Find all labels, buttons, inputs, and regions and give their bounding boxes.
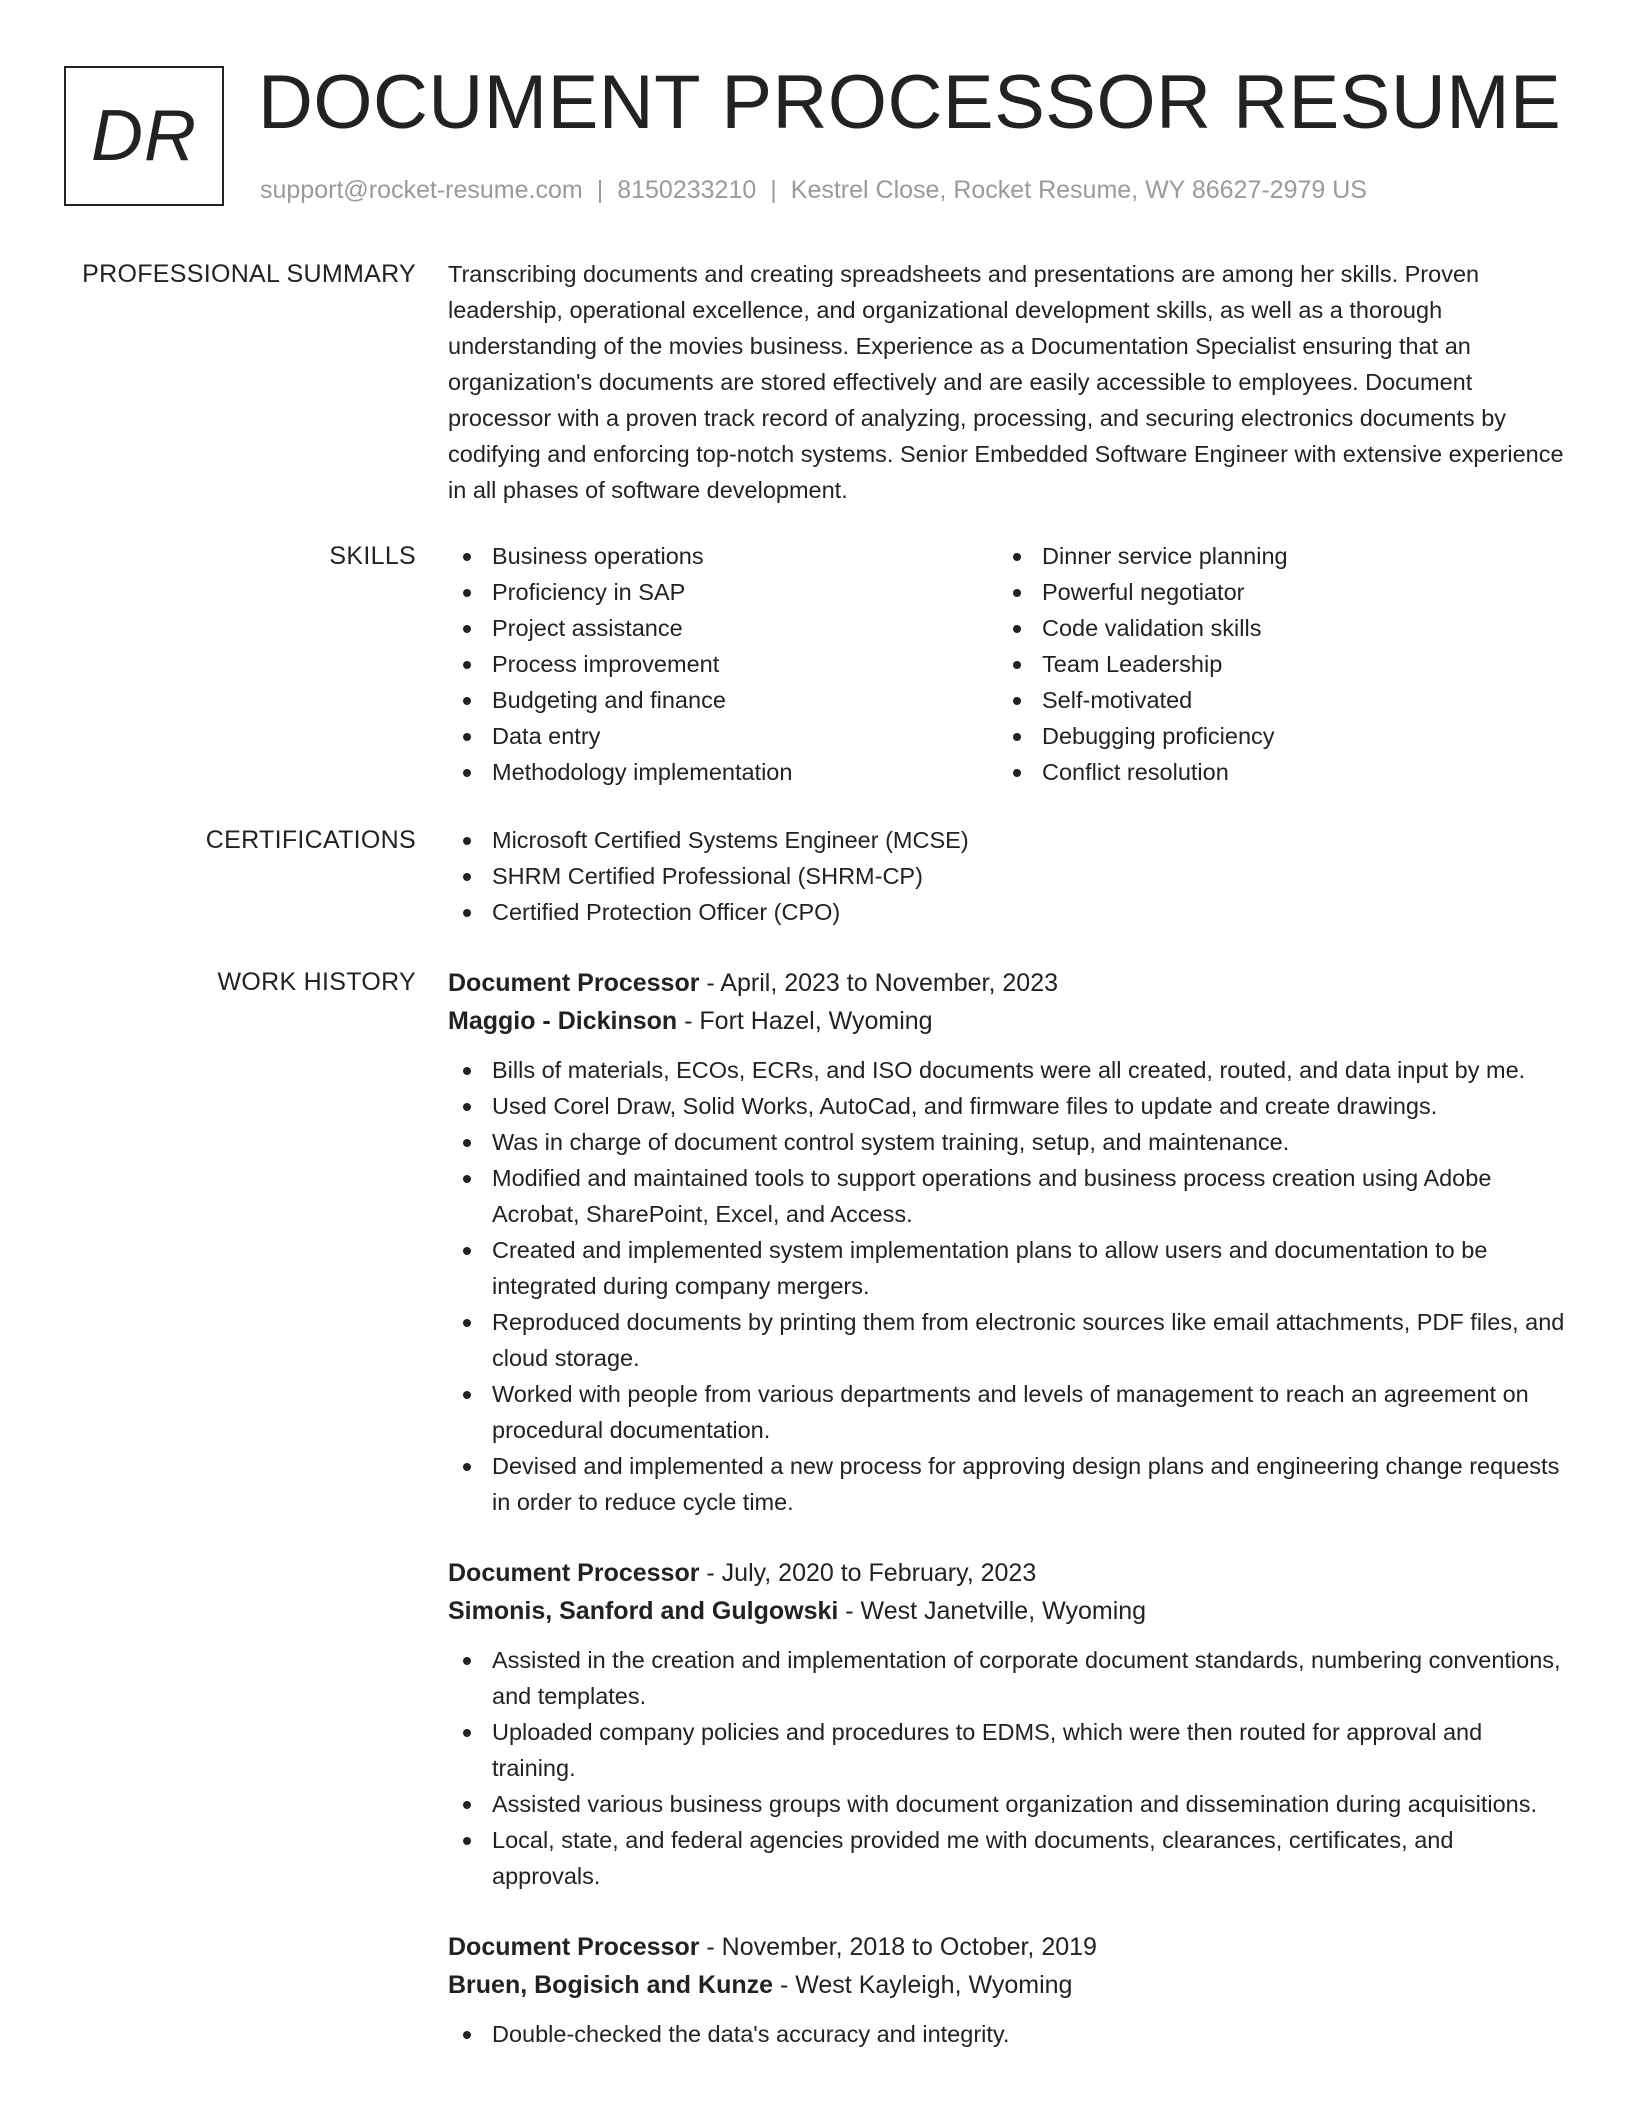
- job-dates: - July, 2020 to February, 2023: [699, 1559, 1037, 1587]
- job-title: Document Processor: [448, 1933, 700, 1961]
- skills-list-left: [448, 538, 998, 790]
- certification-item: Microsoft Certified Systems Engineer (MCSE): [448, 822, 1568, 858]
- skill-item: Project assistance: [448, 610, 998, 646]
- certification-item: Certified Protection Officer (CPO): [448, 894, 1568, 930]
- skill-item: Powerful negotiator: [998, 574, 1548, 610]
- job-bullets: [448, 1642, 1568, 1894]
- job-title-line: [448, 1554, 1568, 1592]
- skill-item: Proficiency in SAP: [448, 574, 998, 610]
- contact-separator: |: [596, 176, 604, 204]
- job-title-line: [448, 1928, 1568, 1966]
- job-bullet: Created and implemented system implementation plans to allow users and documentation to be integrated during company mergers.: [448, 1232, 1568, 1304]
- job-bullets: [448, 1052, 1568, 1520]
- section-label-skills: SKILLS: [329, 542, 416, 570]
- section-label-summary: PROFESSIONAL SUMMARY: [82, 260, 416, 288]
- skill-item: Budgeting and finance: [448, 682, 998, 718]
- job-dates: - November, 2018 to October, 2019: [699, 1933, 1097, 1961]
- contact-separator: |: [770, 176, 777, 204]
- skill-item: Data entry: [448, 718, 998, 754]
- skills-list-right: [998, 538, 1548, 790]
- job-bullet: Local, state, and federal agencies provided me with documents, clearances, certificates, and approvals.: [448, 1822, 1568, 1894]
- contact-email: support@rocket-resume.com: [260, 176, 583, 204]
- skill-item: Methodology implementation: [448, 754, 998, 790]
- job-company: Simonis, Sanford and Gulgowski: [448, 1597, 839, 1625]
- job-title: Document Processor: [448, 1559, 700, 1587]
- section-label-certifications: CERTIFICATIONS: [205, 826, 416, 854]
- job-bullet: Double-checked the data's accuracy and integrity.: [448, 2016, 1568, 2052]
- job-bullet: Bills of materials, ECOs, ECRs, and ISO documents were all created, routed, and data input by me.: [448, 1052, 1568, 1088]
- monogram-badge: [64, 66, 224, 206]
- job-location: - Fort Hazel, Wyoming: [677, 1007, 933, 1035]
- job-dates: - April, 2023 to November, 2023: [699, 969, 1059, 997]
- job-bullet: Worked with people from various departments and levels of management to reach an agreement on procedural documentation.: [448, 1376, 1568, 1448]
- job-bullets: [448, 2016, 1568, 2052]
- section-label-work-history: WORK HISTORY: [217, 968, 416, 996]
- summary-text: Transcribing documents and creating spreadsheets and presentations are among her skills. Proven leadership, operational excellence, and organizational development skills, as well as a thorough understanding of the movies business. Experience as a Documentation Specialist ensuring that an organization's documents are stored effectively and are easily accessible to employees. Document processor with a proven track record of analyzing, processing, and securing electronics documents by codifying and enforcing top-notch systems. Senior Embedded Software Engineer with extensive experience in all phases of software development.: [448, 261, 1564, 503]
- job-company: Bruen, Bogisich and Kunze: [448, 1971, 774, 1999]
- job-bullet: Assisted various business groups with document organization and dissemination during acquisitions.: [448, 1786, 1568, 1822]
- skill-item: Team Leadership: [998, 646, 1548, 682]
- job-bullet: Modified and maintained tools to support operations and business process creation using Adobe Acrobat, SharePoint, Excel, and Access.: [448, 1160, 1568, 1232]
- job-title: Document Processor: [448, 969, 700, 997]
- job-bullet: Uploaded company policies and procedures to EDMS, which were then routed for approval and training.: [448, 1714, 1568, 1786]
- contact-line: [260, 174, 1367, 206]
- skill-item: Process improvement: [448, 646, 998, 682]
- job-entry: [448, 964, 1568, 1520]
- page-title: DOCUMENT PROCESSOR RESUME: [258, 60, 1562, 145]
- work-history-body: [448, 964, 1568, 2086]
- job-bullet: Assisted in the creation and implementation of corporate document standards, numbering conventions, and templates.: [448, 1642, 1568, 1714]
- job-title-line: [448, 964, 1568, 1002]
- monogram-initials: DR: [91, 96, 197, 176]
- job-company-line: [448, 1592, 1568, 1630]
- job-company-line: [448, 1002, 1568, 1040]
- job-company: Maggio - Dickinson: [448, 1007, 678, 1035]
- contact-address: Kestrel Close, Rocket Resume, WY 86627-2979 US: [790, 176, 1367, 204]
- skill-item: Debugging proficiency: [998, 718, 1548, 754]
- job-location: - West Kayleigh, Wyoming: [773, 1971, 1073, 1999]
- contact-phone: 8150233210: [617, 176, 757, 204]
- skill-item: Business operations: [448, 538, 998, 574]
- job-bullet: Was in charge of document control system training, setup, and maintenance.: [448, 1124, 1568, 1160]
- certification-item: SHRM Certified Professional (SHRM-CP): [448, 858, 1568, 894]
- skill-item: Conflict resolution: [998, 754, 1548, 790]
- job-bullet: Reproduced documents by printing them from electronic sources like email attachments, PDF files, and cloud storage.: [448, 1304, 1568, 1376]
- job-bullet: Devised and implemented a new process for approving design plans and engineering change requests in order to reduce cycle time.: [448, 1448, 1568, 1520]
- skills-body: [448, 538, 1568, 790]
- summary-body: [448, 256, 1568, 508]
- skill-item: Self-motivated: [998, 682, 1548, 718]
- skill-item: Code validation skills: [998, 610, 1548, 646]
- certifications-body: [448, 822, 1568, 930]
- skill-item: Dinner service planning: [998, 538, 1548, 574]
- job-location: - West Janetville, Wyoming: [838, 1597, 1147, 1625]
- certifications-list: [448, 822, 1568, 930]
- job-company-line: [448, 1966, 1568, 2004]
- job-bullet: Used Corel Draw, Solid Works, AutoCad, and firmware files to update and create drawings.: [448, 1088, 1568, 1124]
- job-entry: [448, 1554, 1568, 1894]
- job-entry: [448, 1928, 1568, 2052]
